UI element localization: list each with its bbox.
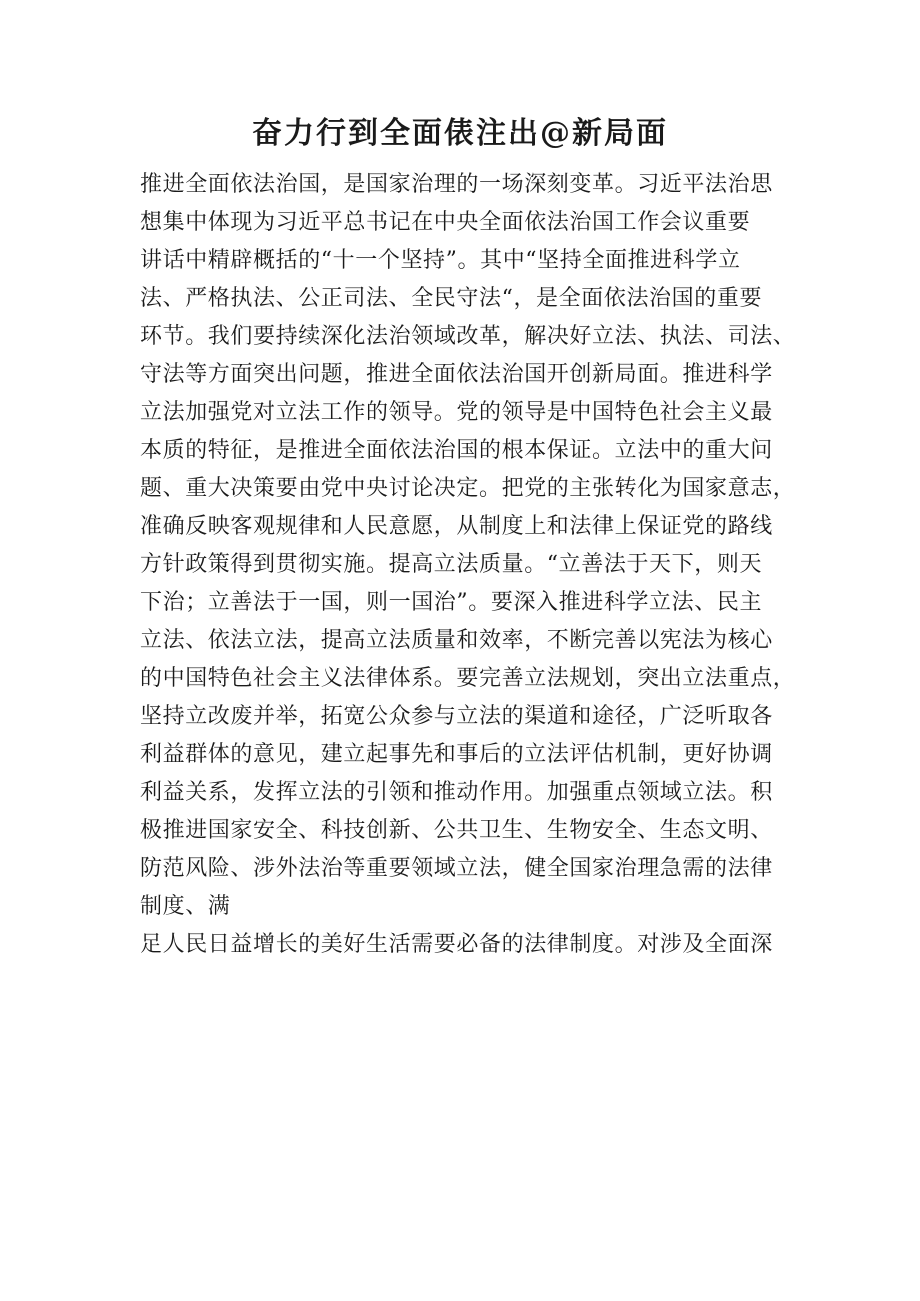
text-line: 立法、依法立法，提高立法质量和效率，不断完善以宪法为核心 (140, 628, 773, 653)
text-line: 题、重大决策要由党中央讨论决定。把党的主张转化为国家意志， (140, 476, 796, 501)
text-line: 准确反映客观规律和人民意愿，从制度上和法律上保证党的路线 (140, 514, 773, 539)
text-line: 的中国特色社会主义法律体系。要完善立法规划，突出立法重点， (140, 666, 796, 691)
text-line: 法、严格执法、公正司法、全民守法“，是全面依法治国的重要 (140, 286, 763, 311)
text-line: 立法加强党对立法工作的领导。党的领导是中国特色社会主义最 (140, 400, 773, 425)
text-line: 坚持立改废并举，拓宽公众参与立法的渠道和途径，广泛听取各 (140, 704, 773, 729)
body-text (140, 166, 820, 964)
text-line: 本质的特征，是推进全面依法治国的根本保证。立法中的重大问 (140, 438, 773, 463)
text-line: 足人民日益增长的美好生活需要必备的法律制度。对涉及全面深 (140, 932, 773, 957)
text-line: 制度、满 (140, 894, 231, 919)
text-line: 守法等方面突出问题，推进全面依法治国开创新局面。推进科学 (140, 362, 773, 387)
text-line: 利益群体的意见，建立起事先和事后的立法评估机制，更好协调 (140, 742, 773, 767)
text-line: 讲话中精辟概括的“十一个坚持”。其中“坚持全面推进科学立 (140, 248, 741, 273)
document-title: 奋力行到全面俵注出@新局面 (252, 116, 668, 151)
text-line: 环节。我们要持续深化法治领域改革，解决好立法、执法、司法、 (140, 324, 796, 349)
text-line: 推进全面依法治国，是国家治理的一场深刻变革。习近平法治思 (140, 172, 773, 197)
text-line: 方针政策得到贯彻实施。提高立法质量。“立善法于天下，则天 (140, 552, 763, 577)
text-line: 防范风险、涉外法治等重要领域立法，健全国家治理急需的法律 (140, 856, 773, 881)
text-line: 极推进国家安全、科技创新、公共卫生、生物安全、生态文明、 (140, 818, 773, 843)
text-line: 下治；立善法于一国，则一国治”。要深入推进科学立法、民主 (140, 590, 763, 615)
text-line: 利益关系，发挥立法的引领和推动作用。加强重点领域立法。积 (140, 780, 773, 805)
text-line: 想集中体现为习近平总书记在中央全面依法治国工作会议重要 (140, 210, 751, 235)
